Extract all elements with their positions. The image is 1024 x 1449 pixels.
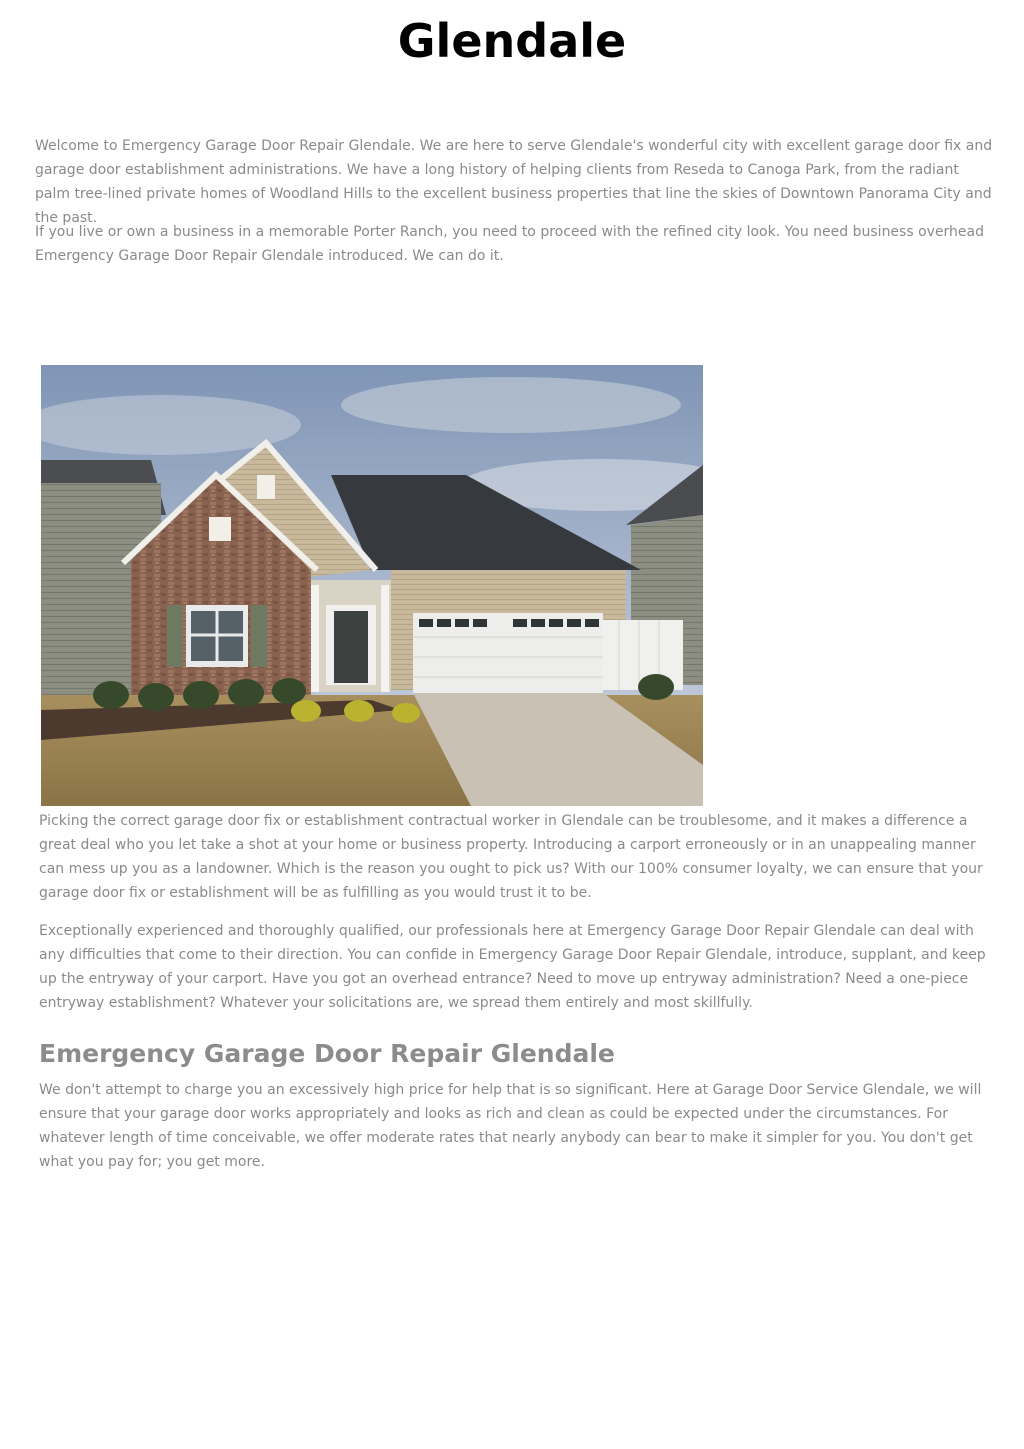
section-heading: Emergency Garage Door Repair Glendale	[39, 1039, 615, 1068]
house-photo	[41, 365, 703, 806]
intro-paragraph: If you live or own a business in a memorable Porter Ranch, you need to proceed with the refined city look. You need business overhead Emergency Garage Door Repair Glendale introduced. We can do it.	[35, 224, 985, 264]
body-paragraph: Exceptionally experienced and thoroughly qualified, our professionals here at Emergency Garage Door Repair Glendale can deal with any difficulties that come to their direction. You can confide in Emergency Garage Door Repair Glendale, introduce, supplant, and keep up the entryway of your carport. Have you got an overhead entrance? Need to move up entryway administration? Need a one-piece entryway establishment? Whatever your solicitations are, we spread them entirely and most skillfully.	[39, 923, 986, 1011]
page-title: Glendale	[397, 14, 627, 68]
intro-paragraph: Welcome to Emergency Garage Door Repair Glendale. We are here to serve Glendale's wonderful city with excellent garage door fix and garage door establishment administrations. We have a long history of helping clients from Reseda to Canoga Park, from the radiant palm tree-lined private homes of Woodland Hills to the excellent business properties that line the skies of Downtown Panorama City and the past.	[35, 138, 993, 226]
section-paragraph: We don't attempt to charge you an excessively high price for help that is so significant. Here at Garage Door Service Glendale, we will ensure that your garage door works appropriately and looks as rich and clean as could be expected under the circumstances. For whatever length of time conceivable, we offer moderate rates that nearly anybody can bear to make it simpler for you. You don't get what you pay for; you get more.	[39, 1082, 982, 1170]
body-paragraph: Picking the correct garage door fix or establishment contractual worker in Glendale can be troublesome, and it makes a difference a great deal who you let take a shot at your home or business property. Introducing a carport erroneously or in an unappealing manner can mess up you as a landowner. Which is the reason you ought to pick us? With our 100% consumer loyalty, we can ensure that your garage door fix or establishment will be as fulfilling as you would trust it to be.	[39, 813, 983, 901]
